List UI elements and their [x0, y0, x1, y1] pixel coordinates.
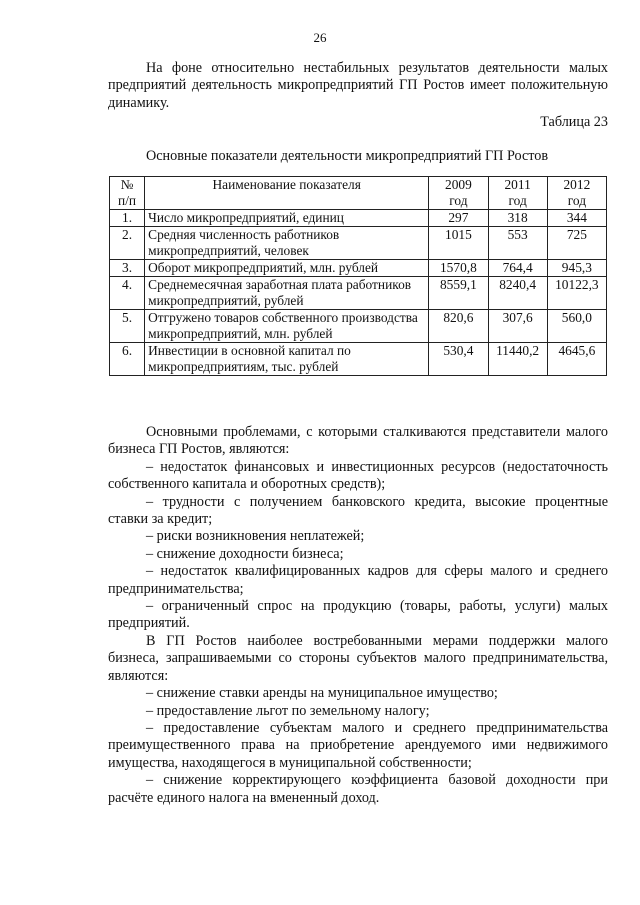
row-value-2012: 945,3	[547, 260, 606, 277]
row-value-2012: 344	[547, 210, 606, 227]
table-row	[110, 260, 607, 277]
row-num: 1.	[110, 210, 145, 227]
measure-item: – снижение ставки аренды на муниципальное имущество;	[146, 685, 498, 702]
header-num-line1: №	[120, 177, 134, 192]
row-value-2009: 1015	[429, 227, 488, 260]
row-value-2012: 560,0	[547, 310, 606, 343]
table-caption: Основные показатели деятельности микропредприятий ГП Ростов	[146, 148, 549, 164]
table-row	[110, 277, 607, 310]
header-year-unit: год	[449, 193, 468, 208]
measure-item: – предоставление льгот по земельному налогу;	[146, 702, 430, 719]
header-num	[110, 177, 145, 210]
header-year-2009	[429, 177, 488, 210]
header-name: Наименование показателя	[145, 177, 429, 210]
row-name: Средняя численность работников микропредприятий, человек	[145, 227, 429, 260]
problem-item: – снижение доходности бизнеса;	[146, 545, 344, 562]
problems-intro: Основными проблемами, с которыми сталкиваются представители малого бизнеса ГП Ростов, являются:	[108, 424, 608, 458]
row-value-2009: 297	[429, 210, 488, 227]
row-name: Инвестиции в основной капитал по микропредприятиям, тыс. рублей	[145, 343, 429, 376]
indicators-table	[109, 176, 607, 376]
row-value-2009: 8559,1	[429, 277, 488, 310]
header-num-line2: п/п	[118, 193, 137, 208]
row-name: Число микропредприятий, единиц	[145, 210, 429, 227]
header-year-unit: год	[508, 193, 527, 208]
row-num: 4.	[110, 277, 145, 310]
row-name: Среднемесячная заработная плата работников микропредприятий, рублей	[145, 277, 429, 310]
row-name: Оборот микропредприятий, млн. рублей	[145, 260, 429, 277]
header-year: 2011	[504, 177, 531, 192]
row-value-2012: 725	[547, 227, 606, 260]
problem-item: – ограниченный спрос на продукцию (товары, работы, услуги) малых предприятий.	[108, 598, 608, 632]
table-row	[110, 210, 607, 227]
row-num: 3.	[110, 260, 145, 277]
row-value-2011: 8240,4	[488, 277, 547, 310]
measure-item: – предоставление субъектам малого и среднего предпринимательства преимущественного права на приобретение арендуемого ими недвижимого имущества, находящегося в муниципальной собственности;	[108, 719, 608, 771]
measure-item: – снижение корректирующего коэффициента базовой доходности при расчёте единого налога на вмененный доход.	[108, 772, 608, 806]
problem-item: – недостаток финансовых и инвестиционных ресурсов (недостаточность собственного капитала и оборотных средств);	[108, 458, 608, 493]
row-num: 6.	[110, 343, 145, 376]
row-value-2012: 10122,3	[547, 277, 606, 310]
row-value-2011: 11440,2	[488, 343, 547, 376]
row-value-2009: 530,4	[429, 343, 488, 376]
table-label: Таблица 23	[540, 114, 608, 130]
row-value-2011: 553	[488, 227, 547, 260]
problem-item: – риски возникновения неплатежей;	[146, 528, 365, 545]
intro-paragraph: На фоне относительно нестабильных результатов деятельности малых предприятий деятельность микропредприятий ГП Ростов имеет положительную динамику.	[108, 60, 608, 111]
row-value-2011: 764,4	[488, 260, 547, 277]
row-value-2009: 820,6	[429, 310, 488, 343]
header-year-unit: год	[567, 193, 587, 208]
header-year: 2009	[445, 177, 472, 192]
problem-item: – недостаток квалифицированных кадров для сферы малого и среднего предпринимательства;	[108, 563, 608, 597]
row-name: Отгружено товаров собственного производства микропредприятий, млн. рублей	[145, 310, 429, 343]
row-value-2012: 4645,6	[547, 343, 606, 376]
row-num: 5.	[110, 310, 145, 343]
page-number: 26	[313, 30, 327, 45]
row-num: 2.	[110, 227, 145, 260]
problem-item: – трудности с получением банковского кредита, высокие процентные ставки за кредит;	[108, 493, 608, 528]
header-year-2012	[547, 177, 606, 210]
header-year: 2012	[563, 177, 591, 192]
measures-intro: В ГП Ростов наиболее востребованными мерами поддержки малого бизнеса, запрашиваемыми со стороны субъектов малого предпринимательства, являются:	[108, 632, 608, 684]
intro-block	[108, 60, 608, 112]
table-header-row	[110, 177, 607, 210]
row-value-2011: 307,6	[488, 310, 547, 343]
row-value-2009: 1570,8	[429, 260, 488, 277]
table-row	[110, 227, 607, 260]
row-value-2011: 318	[488, 210, 547, 227]
problems-block	[108, 424, 608, 807]
header-year-2011	[488, 177, 547, 210]
table-row	[110, 343, 607, 376]
table-row	[110, 310, 607, 343]
